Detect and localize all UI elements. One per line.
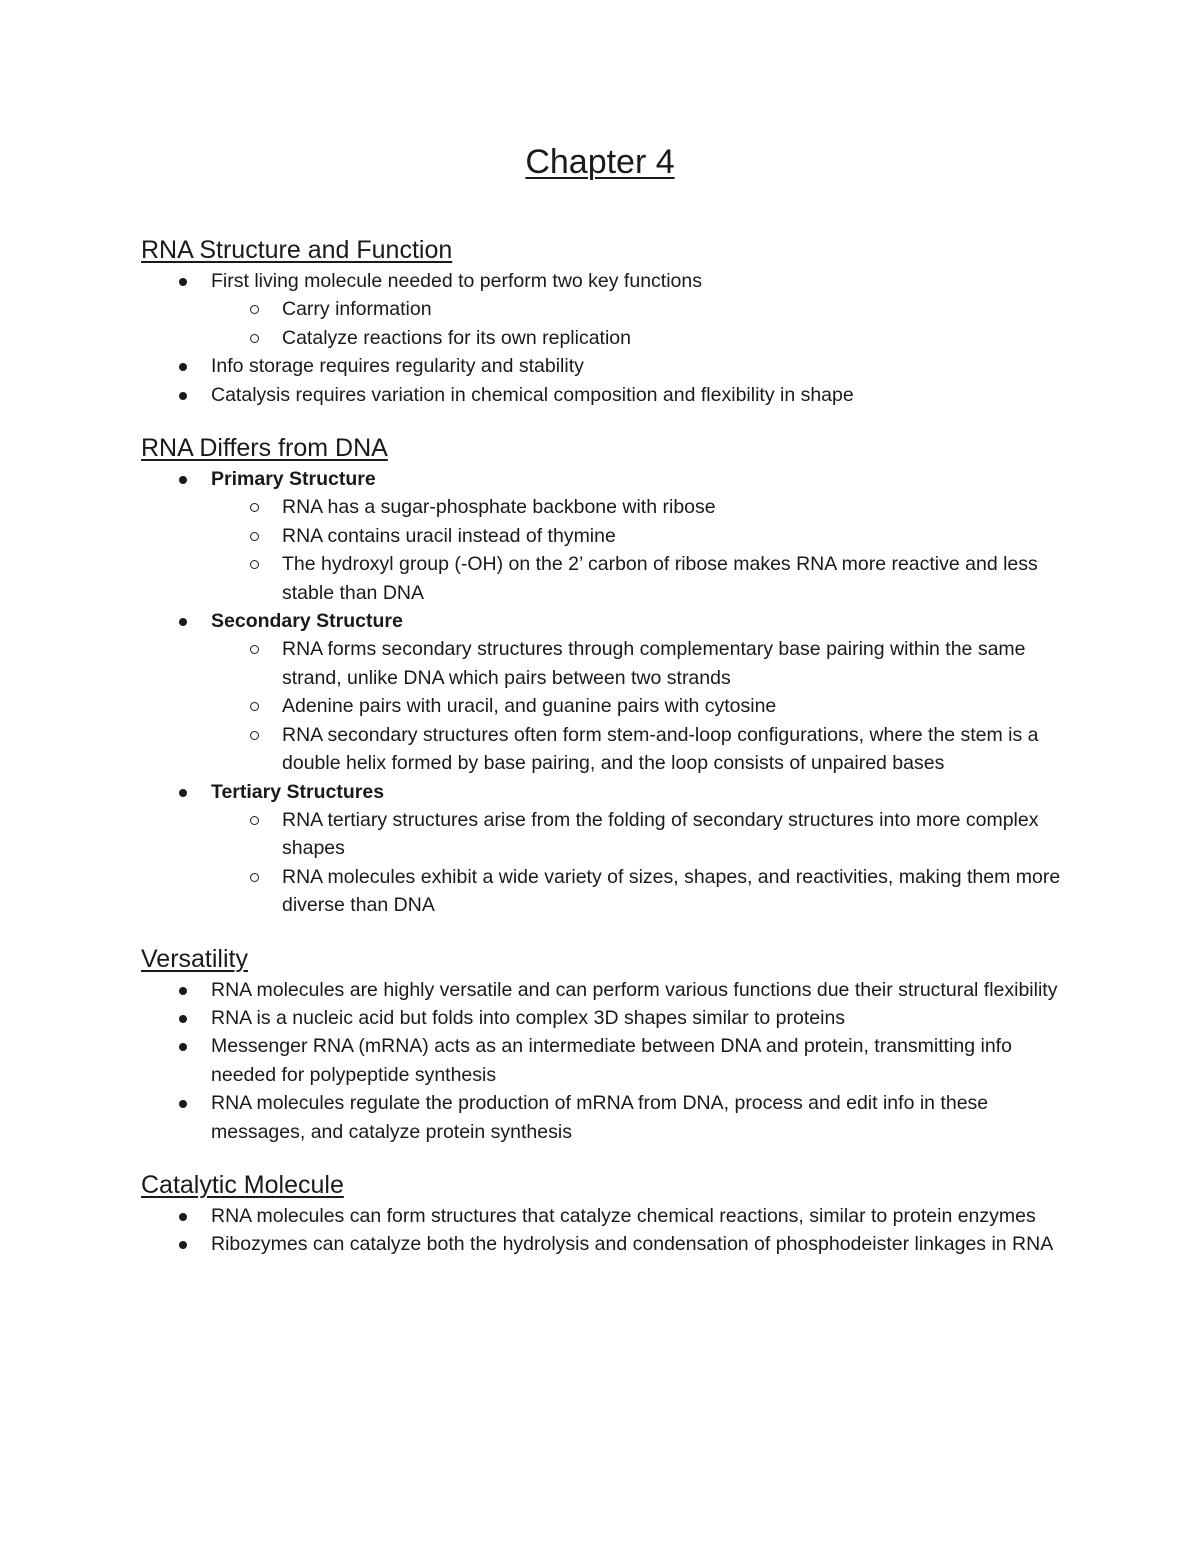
- sub-bullet-text: RNA molecules exhibit a wide variety of sizes, shapes, and reactivities, making them more diverse than DNA: [282, 865, 1061, 917]
- bullet-dot-icon: [179, 987, 187, 995]
- bullet-dot-icon: [179, 278, 187, 286]
- bullet-text: Catalysis requires variation in chemical composition and flexibility in shape: [211, 383, 854, 406]
- sub-bullet-item: [141, 493, 1061, 521]
- sub-bullet-item: [141, 550, 1061, 607]
- sub-bullet-list: [211, 295, 1061, 352]
- bullet-item: [141, 381, 1061, 409]
- bullet-text: Ribozymes can catalyze both the hydrolysis and condensation of phosphodeister linkages in RNA: [211, 1233, 1054, 1256]
- bullet-text: RNA molecules are highly versatile and can perform various functions due their structural flexibility: [211, 978, 1058, 1001]
- bullet-dot-icon: [179, 392, 187, 400]
- sub-bullet-text: Catalyze reactions for its own replication: [282, 326, 631, 349]
- bullet-item: [141, 607, 1061, 777]
- bullet-dot-icon: [179, 1043, 187, 1051]
- section-heading: Versatility: [141, 944, 248, 973]
- sub-bullet-item: [141, 522, 1061, 550]
- bullet-circle-icon: [250, 305, 259, 314]
- document-body: [141, 233, 1061, 1281]
- bullet-list: [141, 976, 1061, 1146]
- sub-bullet-item: [141, 295, 1061, 323]
- section: [141, 233, 1061, 409]
- bullet-dot-icon: [179, 476, 187, 484]
- bullet-item: [141, 465, 1061, 607]
- bullet-list: [141, 465, 1061, 920]
- bullet-item: [141, 352, 1061, 380]
- subheading-text: Primary Structure: [211, 468, 376, 491]
- bullet-dot-icon: [179, 789, 187, 797]
- sub-bullet-list: [211, 806, 1061, 920]
- sub-bullet-text: RNA contains uracil instead of thymine: [282, 524, 616, 547]
- sub-bullet-item: [141, 635, 1061, 692]
- subheading-text: Tertiary Structures: [211, 780, 385, 803]
- bullet-item: [141, 778, 1061, 920]
- sub-bullet-text: RNA tertiary structures arise from the folding of secondary structures into more complex shapes: [282, 808, 1039, 860]
- sub-bullet-list: [211, 635, 1061, 777]
- bullet-circle-icon: [250, 560, 259, 569]
- bullet-item: [141, 976, 1061, 1004]
- bullet-item: [141, 1230, 1061, 1258]
- section: [141, 431, 1061, 920]
- sub-bullet-item: [141, 863, 1061, 920]
- bullet-list: [141, 1202, 1061, 1259]
- sub-bullet-text: RNA has a sugar-phosphate backbone with ribose: [282, 496, 716, 519]
- sub-bullet-text: RNA forms secondary structures through complementary base pairing within the same strand, unlike DNA which pairs between two strands: [282, 638, 1026, 689]
- bullet-item: [141, 1032, 1061, 1089]
- sub-bullet-text: RNA secondary structures often form stem-and-loop configurations, where the stem is a double helix formed by base pairing, and the loop consists of unpaired bases: [282, 723, 1039, 775]
- section-heading: Catalytic Molecule: [141, 1170, 344, 1199]
- bullet-text: RNA molecules regulate the production of mRNA from DNA, process and edit info in these messages, and catalyze protein synthesis: [211, 1092, 989, 1143]
- bullet-item: [141, 267, 1061, 352]
- bullet-circle-icon: [250, 503, 259, 512]
- page-title: [0, 141, 1200, 183]
- page-title-text: Chapter 4: [525, 143, 675, 181]
- bullet-circle-icon: [250, 702, 259, 711]
- bullet-circle-icon: [250, 873, 259, 882]
- section: [141, 1168, 1061, 1259]
- bullet-text: Info storage requires regularity and stability: [211, 355, 584, 378]
- bullet-item: [141, 1089, 1061, 1146]
- bullet-text: RNA molecules can form structures that catalyze chemical reactions, similar to protein enzymes: [211, 1204, 1036, 1227]
- bullet-list: [141, 267, 1061, 409]
- bullet-dot-icon: [179, 618, 187, 626]
- bullet-circle-icon: [250, 816, 259, 825]
- bullet-text: Messenger RNA (mRNA) acts as an intermediate between DNA and protein, transmitting info needed for polypeptide synthesis: [211, 1035, 1012, 1086]
- bullet-dot-icon: [179, 1241, 187, 1249]
- bullet-dot-icon: [179, 1213, 187, 1221]
- bullet-item: [141, 1202, 1061, 1230]
- sub-bullet-list: [211, 493, 1061, 607]
- subheading-text: Secondary Structure: [211, 610, 403, 633]
- sub-bullet-text: Adenine pairs with uracil, and guanine pairs with cytosine: [282, 695, 777, 718]
- bullet-item: [141, 1004, 1061, 1032]
- bullet-dot-icon: [179, 1100, 187, 1108]
- bullet-circle-icon: [250, 645, 259, 654]
- bullet-circle-icon: [250, 731, 259, 740]
- sub-bullet-item: [141, 806, 1061, 863]
- sub-bullet-item: [141, 692, 1061, 720]
- section-heading: RNA Structure and Function: [141, 236, 453, 264]
- bullet-circle-icon: [250, 334, 259, 343]
- bullet-circle-icon: [250, 532, 259, 541]
- sub-bullet-text: Carry information: [282, 298, 432, 321]
- sub-bullet-text: The hydroxyl group (-OH) on the 2’ carbon of ribose makes RNA more reactive and less stable than DNA: [282, 553, 1038, 604]
- bullet-text: First living molecule needed to perform two key functions: [211, 270, 702, 292]
- sub-bullet-item: [141, 324, 1061, 352]
- sub-bullet-item: [141, 721, 1061, 778]
- bullet-text: RNA is a nucleic acid but folds into complex 3D shapes similar to proteins: [211, 1006, 846, 1029]
- bullet-dot-icon: [179, 1015, 187, 1023]
- section: [141, 942, 1061, 1146]
- bullet-dot-icon: [179, 363, 187, 371]
- section-heading: RNA Differs from DNA: [141, 434, 388, 463]
